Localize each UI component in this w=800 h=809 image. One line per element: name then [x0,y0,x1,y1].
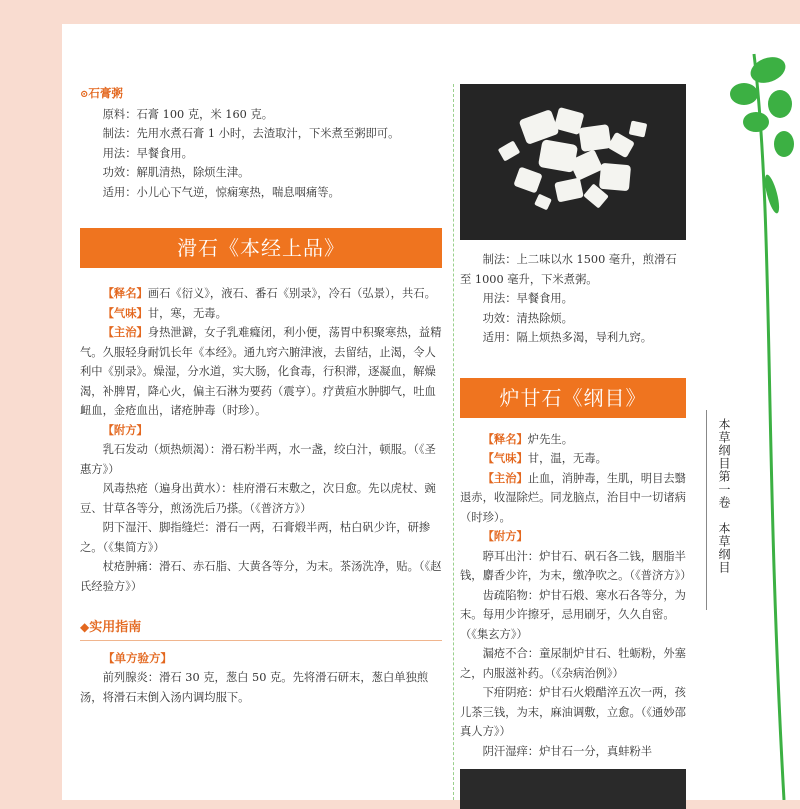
practical-guide-heading: ◆实用指南 [80,618,442,641]
remedy-item: 下疳阴疮：炉甘石火煅醋淬五次一两，孩儿茶三钱，为末，麻油调敷，立愈。（《通妙邵真人方》） [460,686,686,738]
remedy-item: 漏疮不合：童尿制炉甘石、牡蛎粉，外塞之，内服滋补药。（《杂病治例》） [460,647,686,680]
entry-section: 【气味】甘，寒，无毒。 [102,305,227,320]
remedy-item: 风毒热疮（遍身出黄水）：桂府滑石末敷之，次日愈。先以虎杖、豌豆、甘草各等分，煎汤洗后乃搽。（《普济方》） [80,482,436,515]
running-header: 本草纲目第一卷 本草纲目 [717,418,731,574]
remedy-item: 聤耳出汁：炉甘石、矾石各二钱，胭脂半钱，麝香少许，为末，缴净吹之。（《普济方》） [460,549,692,582]
recipe-line: 制法：先用水煮石膏 1 小时，去渣取汁，下米煮至粥即可。 [102,127,400,140]
leaf-decoration [724,24,800,800]
section-banner: 炉甘石《纲目》 [460,378,686,418]
practical-line: 前列腺炎：滑石 30 克，葱白 50 克。先将滑石研末，葱白单独煎汤，将滑石末倒入汤内调均服下。 [80,671,429,704]
entry-section: 【附方】 [482,529,528,543]
entry-section: 【主治】止血，消肿毒，生肌，明目去翳退赤，收湿除烂。同龙脑点，治目中一切诸病（时珍）。 [460,470,686,524]
recipe-line: 制法：上二味以水 1500 毫升，煎滑石至 1000 毫升，下米煮粥。 [460,253,677,286]
recipe-line: 原料：石膏 100 克，米 160 克。 [102,107,274,121]
entry-section: 【主治】身热泄澼，女子乳难癃闭，利小便，荡胃中积聚寒热，益精气。久服轻身耐饥长年《本经》。通九窍六腑津液，去留结，止渴，令人利中《别录》。燥湿，分水道，实大肠，化食毒，行积滞，逐凝血，解燥渴，补脾胃，降心火，偏主石淋为要药（震亨）。疗黄疸水肿脚气，吐血衄血，金疮血出，诸疮肿毒（时珍）。 [80,325,442,417]
circle-dot-icon: ⊙ [80,89,89,100]
practical-subheading: 【单方验方】 [103,650,172,665]
section-banner: 滑石《本经上品》 [80,228,442,268]
entry-section: 【释名】画石《衍义》，液石、番石《别录》，冷石（弘景），共石。 [102,286,436,300]
entry-section: 【释名】炉先生。 [482,431,573,446]
diamond-icon: ◆ [80,620,90,634]
remedy-item: 齿疏陷物：炉甘石煅、寒水石各等分，为末。每用少许擦牙，忌用刷牙，久久自密。（《集玄方》） [460,588,686,641]
remedy-item: 阴汗湿痒：炉甘石一分，真蚌粉半 [482,744,653,758]
left-column [80,84,442,707]
entry-section: 【附方】 [102,422,148,437]
bottom-photo [460,769,686,809]
column-divider [453,84,454,800]
right-column [460,84,692,809]
recipe-line: 功效：清热除烦。 [482,311,573,325]
remedy-item: 乳石发动（烦热烦渴）：滑石粉半两，水一盏，绞白汁，顿服。（《圣惠方》） [80,443,436,476]
entry-section: 【气味】甘，温，无毒。 [482,451,607,465]
recipe-line: 功效：解肌清热，除烦生津。 [102,166,250,179]
remedy-item: 杖疮肿痛：滑石、赤石脂、大黄各等分，为末。茶汤洗净，贴。（《赵氏经验方》） [80,560,442,593]
recipe-title: ⊙石膏粥 [80,86,123,100]
talc-stone-photo [460,84,686,240]
recipe-line: 适用：隔上烦热多渴，导利九窍。 [482,331,653,344]
side-divider [706,410,707,610]
remedy-item: 阴下湿汗、脚指缝烂：滑石一两，石膏煅半两，枯白矾少许，研掺之。（《集简方》） [80,521,431,554]
recipe-line: 用法：早餐食用。 [102,146,193,160]
recipe-line: 用法：早餐食用。 [482,292,573,305]
recipe-line: 适用：小儿心下气逆，惊痫寒热，喘息咽痛等。 [102,185,340,199]
